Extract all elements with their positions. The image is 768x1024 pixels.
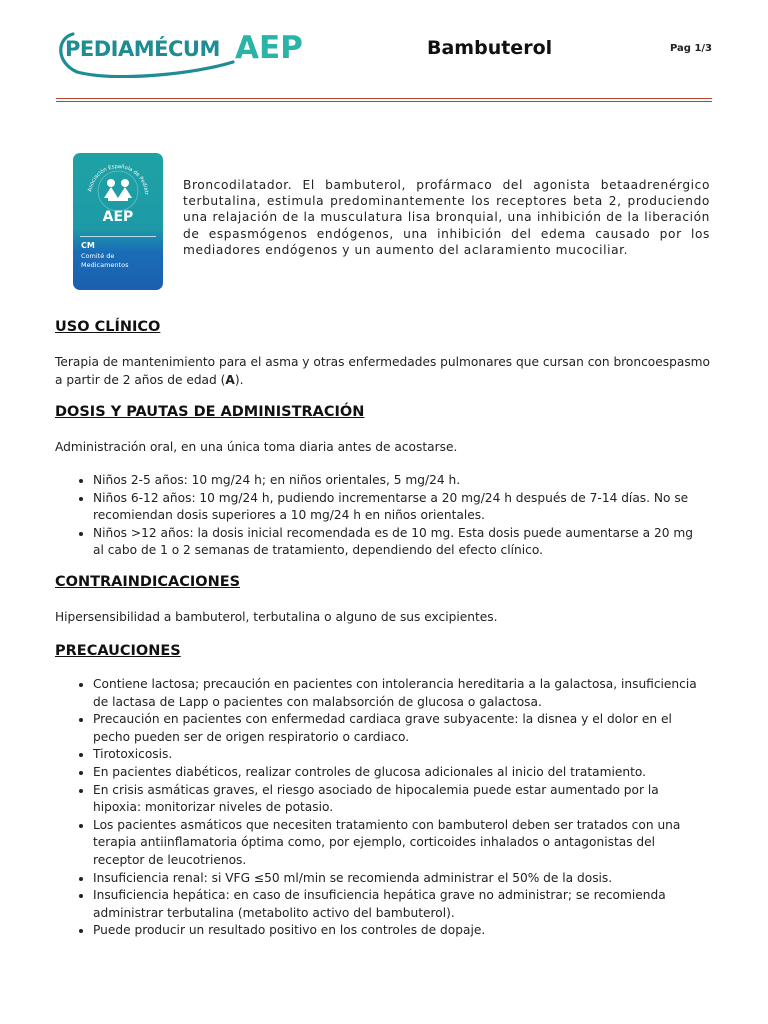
uso-text [55, 353, 715, 389]
logo-brand-text: PEDIAMÉCUM [65, 37, 220, 61]
section-title-contra: CONTRAINDICACIONES [55, 574, 241, 590]
list-item: • Contiene lactosa; precaución en pacientes con intolerancia hereditaria a la galactosa, insuficiencia de lactasa de Lapp o pacientes con malabsorción de glucosa o galactosa. [93, 676, 705, 711]
page-number: Pag 1/3 [670, 43, 713, 54]
badge-divider [80, 236, 156, 237]
list-item: • Niños >12 años: la dosis inicial recomendada es de 10 mg. Esta dosis puede aumentarse a 20 mg al cabo de 1 o 2 semanas de tratamiento, dependiendo del efecto clínico. [93, 525, 705, 560]
evidence-grade: A [225, 373, 235, 387]
section-title-precauciones: PRECAUCIONES [55, 643, 181, 659]
dosis-text: Administración oral, en una única toma diaria antes de acostarse. [55, 440, 458, 454]
section-title-uso: USO CLÍNICO [55, 319, 161, 335]
list-item: • Tirotoxicosis. [93, 746, 705, 764]
svg-text:Asociación Española de Pediatr: Asociación Española de Pediatr [87, 163, 150, 196]
section-title-dosis: DOSIS Y PAUTAS DE ADMINISTRACIÓN [55, 404, 365, 420]
list-item: • Precaución en pacientes con enfermedad cardiaca grave subyacente: la disnea y el dolor en el pecho pueden ser de origen respiratorio o cardiaco. [93, 711, 705, 746]
header-rule-bottom [56, 101, 712, 102]
list-item: • En crisis asmáticas graves, el riesgo asociado de hipocalemia puede estar aumentado por la hipoxia: monitorizar niveles de potasio. [93, 782, 705, 817]
list-item: • Insuficiencia renal: si VFG ≤50 ml/min se recomienda administrar el 50% de la dosis. [93, 870, 705, 888]
badge-committee-line-2: Medicamentos [81, 261, 129, 269]
aep-committee-badge [73, 153, 163, 290]
badge-committee-line-1: Comité de [81, 252, 115, 260]
list-item: • Niños 6-12 años: 10 mg/24 h, pudiendo incrementarse a 20 mg/24 h después de 7-14 días. No se recomiendan dosis superiores a 10 mg/24 h en niños orientales. [93, 490, 705, 525]
badge-cm-label: CM [81, 241, 95, 250]
list-item: • Insuficiencia hepática: en caso de insuficiencia hepática grave no administrar; se recomienda administrar terbutalina (metabolito activo del bambuterol). [93, 887, 705, 922]
dosis-list [55, 472, 705, 560]
page-header [0, 0, 768, 100]
list-item: • Los pacientes asmáticos que necesiten tratamiento con bambuterol deben ser tratados con una terapia antiinflamatoria óptima como, por ejemplo, corticoides inhalados o antagonistas del receptor de leucotrienos. [93, 817, 705, 870]
contra-text: Hipersensibilidad a bambuterol, terbutalina o alguno de sus excipientes. [55, 610, 498, 624]
uso-text-end: ). [234, 373, 244, 387]
logo-aep-text: AEP [235, 30, 303, 66]
list-item: • En pacientes diabéticos, realizar controles de glucosa adicionales al inicio del tratamiento. [93, 764, 705, 782]
pediamecum-logo[interactable] [55, 28, 303, 78]
uso-text-main: Terapia de mantenimiento para el asma y otras enfermedades pulmonares que cursan con broncoespasmo a partir de 2 años de edad ( [55, 355, 710, 387]
badge-aep-label: AEP [102, 209, 134, 225]
drug-description: Broncodilatador. El bambuterol, profármaco del agonista betaadrenérgico terbutalina, estimula predominantemente los receptores beta 2, produciendo una relajación de la musculatura lisa bronquial, una inhibición de la liberación de espasmógenos endógenos, una inhibición del edema causado por los mediadores endógenos y un aumento del aclaramiento mucociliar. [183, 178, 710, 257]
badge-committee-name [81, 252, 151, 270]
precauciones-list [55, 676, 705, 940]
list-item: • Niños 2-5 años: 10 mg/24 h; en niños orientales, 5 mg/24 h. [93, 472, 705, 490]
aep-emblem-icon [73, 153, 163, 238]
list-item: • Puede producir un resultado positivo en los controles de dopaje. [93, 922, 705, 940]
page-title: Bambuterol [427, 37, 553, 59]
header-rule-top [56, 98, 712, 99]
